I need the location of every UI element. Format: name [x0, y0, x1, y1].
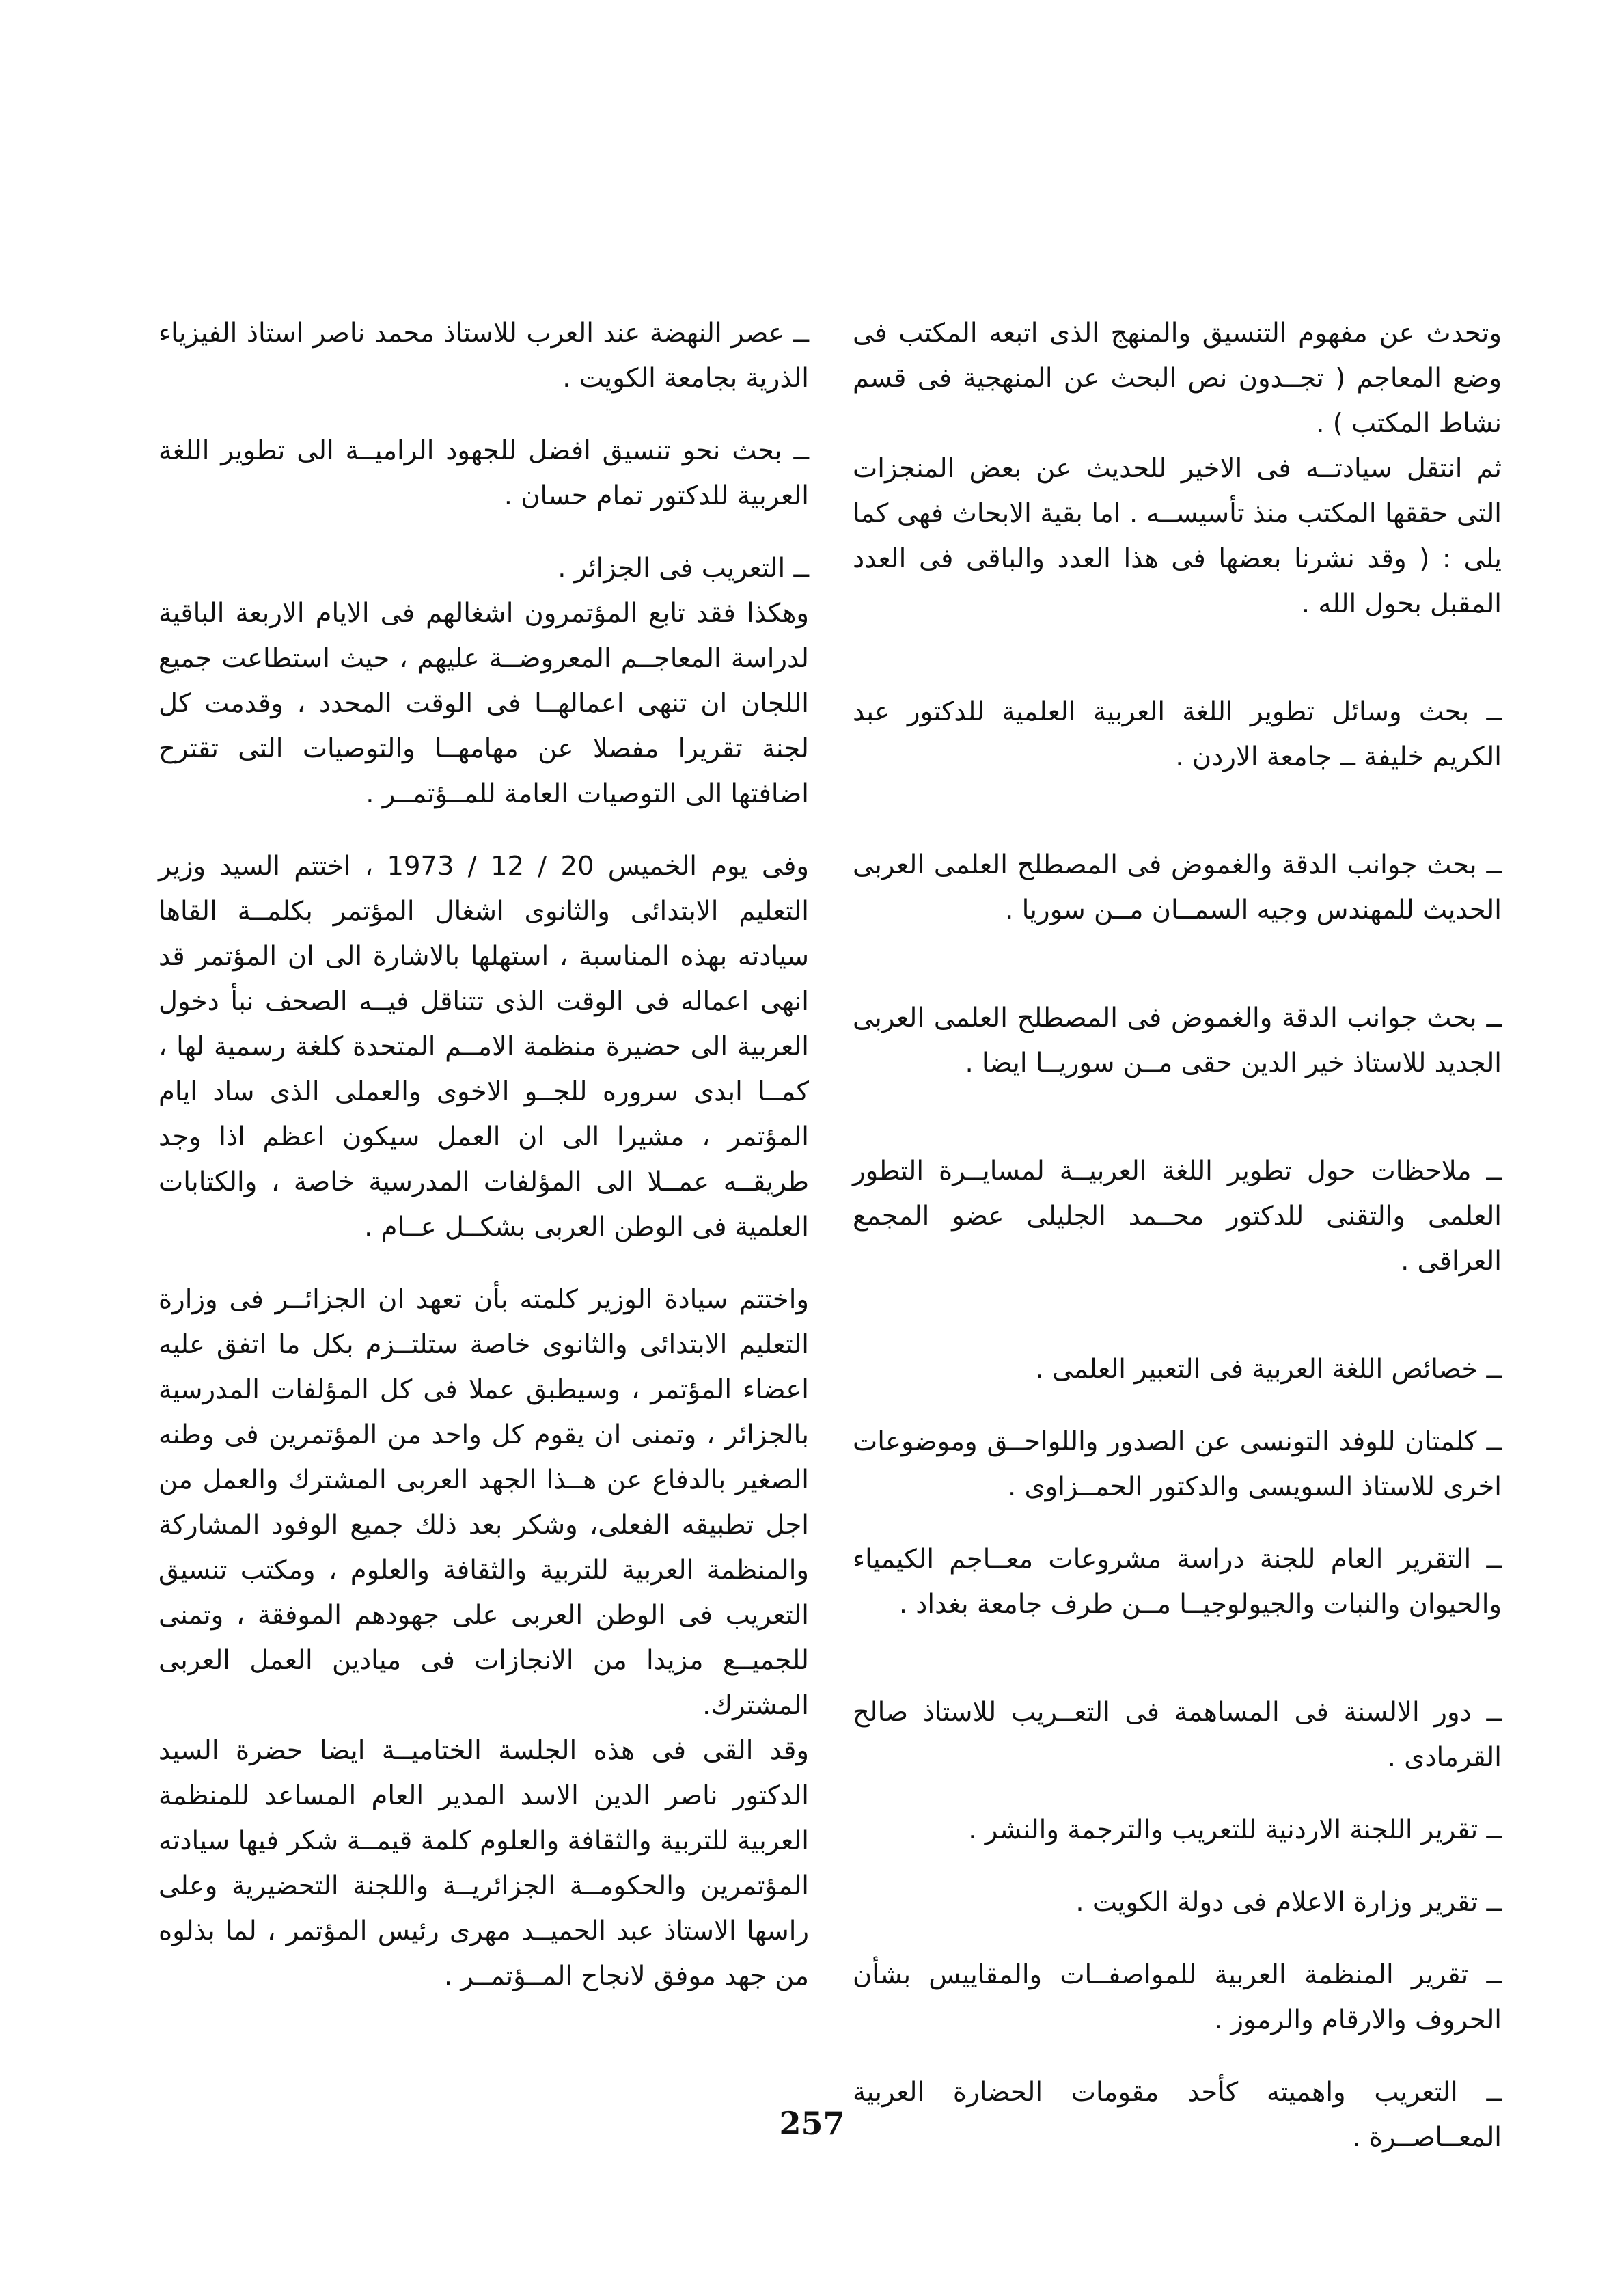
body-paragraph: واختتم سيادة الوزير كلمته بأن تعهد ان الجزائــر فى وزارة التعليم الابتدائى والثانوى خاصة ستلتــزم بكل ما اتفق عليه اعضاء المؤتمر ، وسيطبق عملا فى كل المؤلفات المدرسية بالجزائر ، وتمنى ان يقوم كل واحد من المؤتمرين فى وطنه الصغير بالدفاع عن هــذا الجهد العربى المشترك والعمل من اجل تطبيقه الفعلى، وشكر بعد ذلك جميع الوفود المشاركة والمنظمة العربية للتربية والثقافة والعلوم ، ومكتب تنسيق التعريب فى الوطن العربى على جهودهم الموفقة ، وتمنى للجميــع مزيدا من الانجازات فى ميادين العمل العربى المشترك.: [159, 1284, 809, 1721]
list-item: ــ بحث جوانب الدقة والغموض فى المصطلح العلمى العربى الحديث للمهندس وجيه السمــان مــن سوريا .: [853, 849, 1502, 925]
list-item: ــ تقرير المنظمة العربية للمواصفــات والمقاييس بشأن الحروف والارقام والرموز .: [853, 1959, 1502, 2035]
left-column: [159, 311, 809, 1999]
list-item: ــ التعريب فى الجزائر .: [558, 553, 809, 584]
body-paragraph: وفى يوم الخميس 20 / 12 / 1973 ، اختتم السيد وزير التعليم الابتدائى والثانوى اشغال المؤتمر بكلمــة القاها سيادته بهذه المناسبة ، استهلها بالاشارة الى ان المؤتمر قد انهى اعماله فى الوقت الذى تتناقل فيــه الصحف نبأ دخول العربية الى حضيرة منظمة الامــم المتحدة كلغة رسمية لها ، كمــا ابدى سروره للجــو الاخوى والعملى الذى ساد ايام المؤتمر ، مشيرا الى ان العمل سيكون اعظم اذا وجد طريقــه عمــلا الى المؤلفات المدرسية خاصة ، والكتابات العلمية فى الوطن العربى بشكــل عــام .: [159, 851, 810, 1242]
list-item: ــ بحث جوانب الدقة والغموض فى المصطلح العلمى العربى الجديد للاستاذ خير الدين حقى مــن سوريــا ايضا .: [853, 1003, 1502, 1078]
list-item: ــ التعريب واهميته كأحد مقومات الحضارة العربية المعــاصــرة .: [853, 2077, 1502, 2153]
list-item: ــ دور الالسنة فى المساهمة فى التعــريب للاستاذ صالح القرمادى .: [853, 1697, 1502, 1773]
list-item: ــ كلمتان للوفد التونسى عن الصدور واللواحــق وموضوعات اخرى للاستاذ السويسى والدكتور الحمــزاوى .: [853, 1426, 1502, 1502]
list-item: ــ بحث وسائل تطوير اللغة العربية العلمية للدكتور عبد الكريم خليفة ــ جامعة الاردن .: [853, 696, 1502, 772]
list-item: ــ تقرير اللجنة الاردنية للتعريب والترجمة والنشر .: [968, 1814, 1502, 1845]
page-number: 257: [779, 2105, 845, 2142]
intro-paragraph: وتحدث عن مفهوم التنسيق والمنهج الذى اتبعه المكتب فى وضع المعاجم ( تجــدون نص البحث عن المنهجية فى قسم نشاط المكتب ) .: [853, 318, 1502, 439]
list-item: ــ عصر النهضة عند العرب للاستاذ محمد ناصر استاذ الفيزياء الذرية بجامعة الكويت .: [159, 318, 809, 394]
list-item: ــ ملاحظات حول تطوير اللغة العربيــة لمسايــرة التطور العلمى والتقنى للدكتور محــمد الجليلى عضو المجمع العراقى .: [853, 1156, 1502, 1277]
right-column: [853, 311, 1502, 2160]
body-paragraph: وقد القى فى هذه الجلسة الختاميــة ايضا حضرة السيد الدكتور ناصر الدين الاسد المدير العام المساعد للمنظمة العربية للتربية والثقافة والعلوم كلمة قيمــة شكر فيها سيادته المؤتمرين والحكومــة الجزائريــة واللجنة التحضيرية وعلى راسها الاستاذ عبد الحميــد مهرى رئيس المؤتمر ، لما بذلوه من جهد موفق لانجاح المــؤتمــر .: [159, 1735, 809, 1991]
list-item: ــ تقرير وزارة الاعلام فى دولة الكويت .: [1075, 1887, 1502, 1918]
list-item: ــ التقرير العام للجنة دراسة مشروعات معــاجم الكيمياء والحيوان والنبات والجيولوجيــا مــن طرف جامعة بغداد .: [853, 1544, 1502, 1620]
body-paragraph: وهكذا فقد تابع المؤتمرون اشغالهم فى الايام الاربعة الباقية لدراسة المعاجــم المعروضــة عليهم ، حيث استطاعت جميع اللجان ان تنهى اعمالهــا فى الوقت المحدد ، وقدمت كل لجنة تقريرا مفصلا عن مهامهــا والتوصيات التى تقترح اضافتها الى التوصيات العامة للمــؤتمــر .: [159, 598, 809, 809]
list-item: ــ خصائص اللغة العربية فى التعبير العلمى .: [1035, 1354, 1502, 1385]
list-item: ــ بحث نحو تنسيق افضل للجهود الراميــة الى تطوير اللغة العربية للدكتور تمام حسان .: [159, 435, 809, 511]
intro-paragraph-2: ثم انتقل سيادتــه فى الاخير للحديث عن بعض المنجزات التى حققها المكتب منذ تأسيســه . اما بقية الابحاث فهى كما يلى : ( وقد نشرنا بعضها فى هذا العدد والباقى فى العدد المقبل بحول الله .: [853, 453, 1502, 619]
